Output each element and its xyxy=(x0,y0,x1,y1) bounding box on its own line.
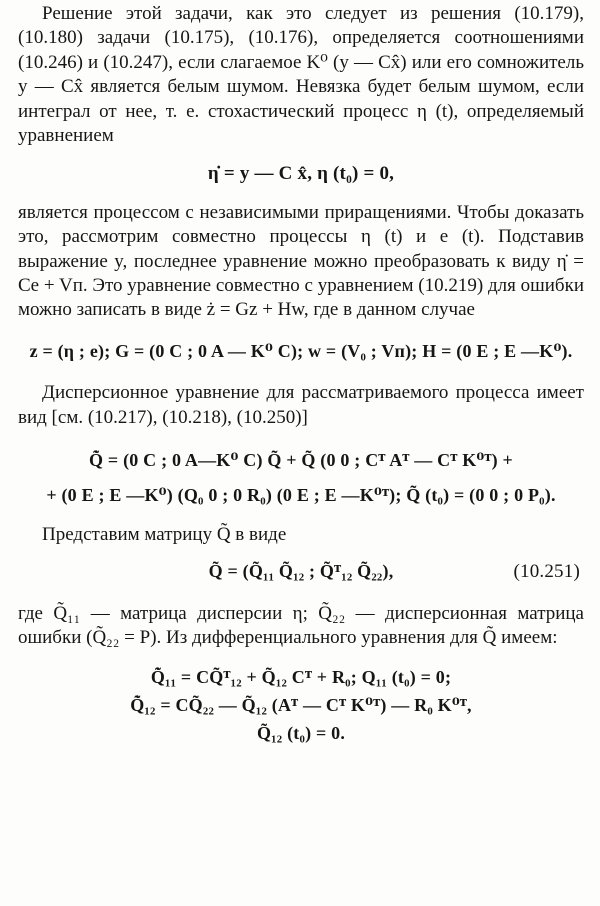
equation-10-251 xyxy=(18,559,584,583)
equation-dispersion-line-1: Q̃̇ = (0 C ; 0 A—K⁰ C) Q̃ + Q̃ (0 0 ; Cᵀ Aᵀ — Cᵀ K⁰ᵀ) + xyxy=(89,450,513,471)
equation-q11: Q̃̇₁₁ = CQ̃ᵀ₁₂ + Q̃₁₂ Cᵀ + R₀; Q₁₁ (t₀) = 0; xyxy=(150,666,452,687)
paragraph-intro: Решение этой задачи, как это следует из решения (10.179), (10.180) задачи (10.175), (10.176), определяется соотношениями (10.246) и (10.247), если слагаемое K⁰ (y — Cx̂) или его сомножитель y — Cx̂ является белым шумом. Невязка будет белым шумом, если интеграл от нее, т. е. стохастический процесс η (t), определяемый уравнением xyxy=(18,3,584,147)
equation-q12: Q̃̇₁₂ = CQ̃₂₂ — Q̃₁₂ (Aᵀ — Cᵀ K⁰ᵀ) — R₀ K⁰ᵀ, xyxy=(130,694,472,715)
paragraph-represent-matrix: Представим матрицу Q̃ в виде xyxy=(42,523,287,545)
equation-number: (10.251) xyxy=(513,560,580,582)
equation-q12-initial: Q̃₁₂ (t₀) = 0. xyxy=(256,722,346,743)
equation-dispersion-line-2: + (0 E ; E —K⁰) (Q₀ 0 ; 0 R₀) (0 E ; E —K⁰ᵀ); Q̃ (t₀) = (0 0 ; 0 P₀). xyxy=(46,484,556,505)
equation-10-251-body: Q̃ = (Q̃₁₁ Q̃₁₂ ; Q̃ᵀ₁₂ Q̃₂₂), xyxy=(208,561,394,582)
equation-eta: η̇ = y — C x̂, η (t₀) = 0, xyxy=(207,163,395,185)
equation-matrices-zgwh: z = (η ; e); G = (0 C ; 0 A — K⁰ C); w = (V₀ ; Vп); H = (0 E ; E —K⁰). xyxy=(29,340,573,361)
paragraph-where: где Q̃₁₁ — матрица дисперсии η; Q̃₂₂ — дисперсионная матрица ошибки (Q̃₂₂ = P). Из дифференциального уравнения для Q̃ имеем: xyxy=(18,602,584,649)
paragraph-independent-increments: является процессом с независимыми приращениями. Чтобы доказать это, рассмотрим совместно процессы η (t) и e (t). Подставив выражение y, последнее уравнение можно преобразовать к виду η̇ = Ce + Vп. Это уравнение совместно с уравнением (10.219) для ошибки можно записать в виде ż = Gz + Hw, где в данном случае xyxy=(18,201,584,321)
paragraph-dispersion-intro: Дисперсионное уравнение для рассматриваемого процесса имеет вид [см. (10.217), (10.218), (10.250)] xyxy=(18,382,584,428)
